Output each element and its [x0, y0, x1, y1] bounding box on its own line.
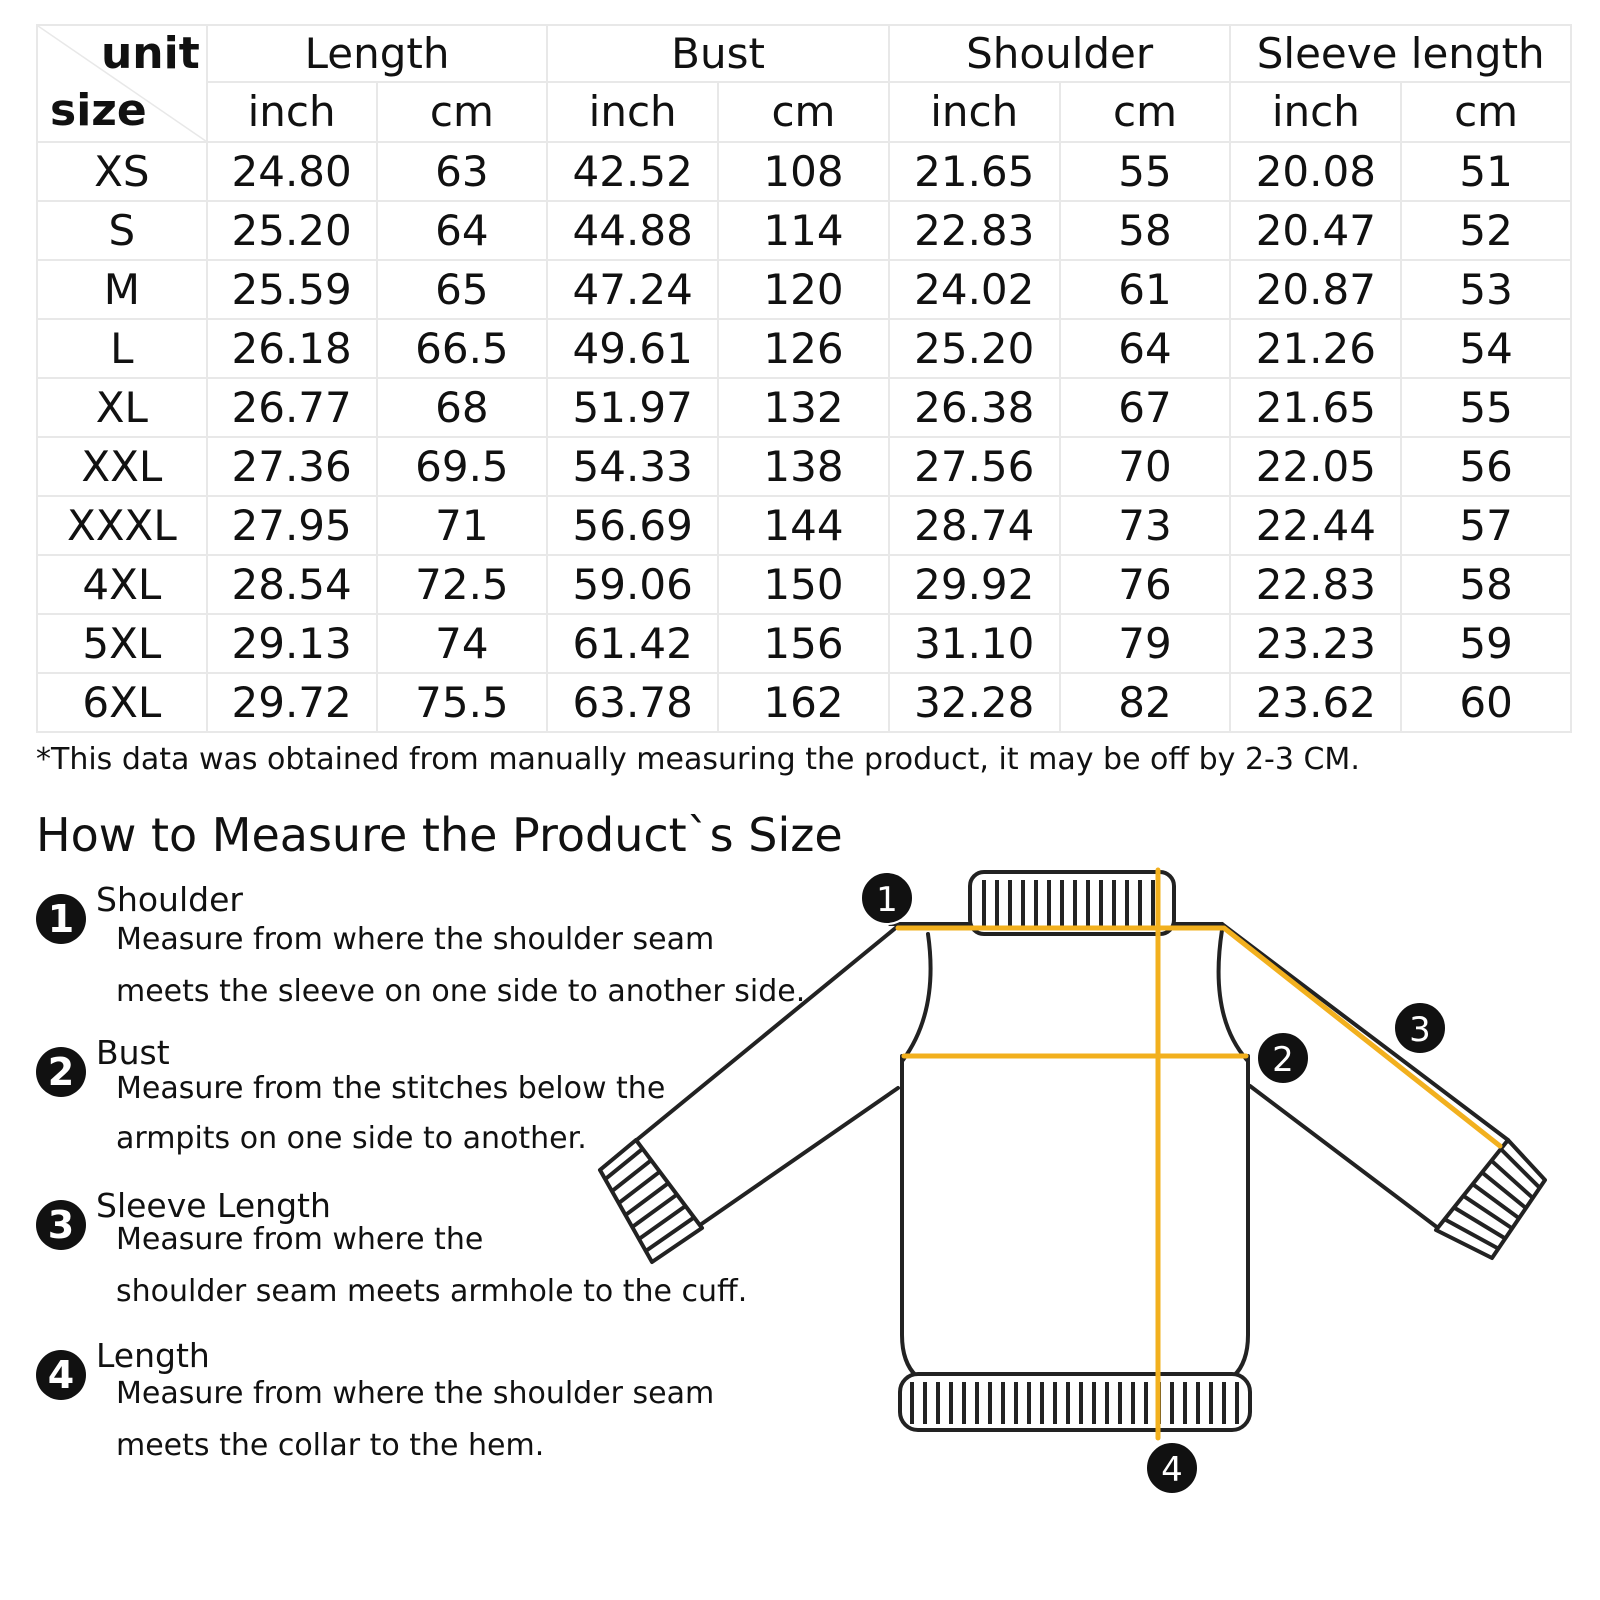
step-description-line: shoulder seam meets armhole to the cuff.: [116, 1274, 748, 1309]
measurement-cell: 144: [718, 496, 889, 555]
left-cuff: [600, 1140, 702, 1262]
step-number-badge: 3: [36, 1200, 86, 1250]
measurement-cell: 47.24: [547, 260, 718, 319]
step-title: Bust: [96, 1033, 170, 1072]
measurement-cell: 114: [718, 201, 889, 260]
size-label-cell: M: [37, 260, 207, 319]
measurement-cell: 120: [718, 260, 889, 319]
measurement-cell: 21.26: [1230, 319, 1401, 378]
measurement-cell: 59.06: [547, 555, 718, 614]
size-label-cell: 5XL: [37, 614, 207, 673]
step-description-line: meets the sleeve on one side to another side.: [116, 974, 806, 1009]
measurement-cell: 44.88: [547, 201, 718, 260]
measurement-footnote: *This data was obtained from manually measuring the product, it may be off by 2-3 CM.: [36, 742, 1360, 777]
measurement-cell: 60: [1401, 673, 1571, 732]
marker-4-label: 4: [1161, 1450, 1183, 1490]
measurement-cell: 76: [1060, 555, 1231, 614]
marker-3: [1394, 1002, 1446, 1054]
corner-size-label: size: [50, 85, 147, 136]
measurement-cell: 67: [1060, 378, 1231, 437]
measurement-cell: 26.77: [207, 378, 377, 437]
step-description-line: Measure from where the shoulder seam: [116, 1376, 715, 1411]
measurement-cell: 29.92: [889, 555, 1060, 614]
measurement-cell: 29.13: [207, 614, 377, 673]
how-to-measure-title: How to Measure the Product`s Size: [36, 808, 843, 862]
measurement-cell: 54.33: [547, 437, 718, 496]
marker-2-label: 2: [1272, 1040, 1294, 1080]
measurement-cell: 74: [377, 614, 548, 673]
measurement-cell: 22.83: [889, 201, 1060, 260]
measurement-cell: 132: [718, 378, 889, 437]
group-header-length: Length: [207, 25, 548, 82]
ribbing-stripes: [605, 880, 1539, 1424]
measurement-cell: 23.23: [1230, 614, 1401, 673]
measurement-cell: 64: [377, 201, 548, 260]
measurement-cell: 58: [1401, 555, 1571, 614]
measurement-cell: 72.5: [377, 555, 548, 614]
left-armhole: [903, 934, 931, 1060]
measurement-cell: 56: [1401, 437, 1571, 496]
measurement-cell: 52: [1401, 201, 1571, 260]
measurement-cell: 108: [718, 142, 889, 201]
measurement-cell: 156: [718, 614, 889, 673]
measurement-cell: 75.5: [377, 673, 548, 732]
step-title: Length: [96, 1336, 210, 1375]
measurement-cell: 20.87: [1230, 260, 1401, 319]
step-description-line: Measure from the stitches below the: [116, 1071, 666, 1106]
measurement-cell: 27.95: [207, 496, 377, 555]
step-title: Sleeve Length: [96, 1186, 331, 1225]
measurement-cell: 58: [1060, 201, 1231, 260]
measurement-cell: 162: [718, 673, 889, 732]
measurement-cell: 73: [1060, 496, 1231, 555]
measurement-cell: 28.74: [889, 496, 1060, 555]
measurement-cell: 126: [718, 319, 889, 378]
measurement-cell: 53: [1401, 260, 1571, 319]
marker-4: [1146, 1442, 1198, 1494]
measurement-cell: 26.38: [889, 378, 1060, 437]
measurement-lines: [898, 870, 1500, 1438]
marker-1: [861, 872, 913, 924]
measurement-cell: 61: [1060, 260, 1231, 319]
size-label-cell: XXL: [37, 437, 207, 496]
sweater-body: [902, 1056, 1248, 1390]
size-label-cell: XL: [37, 378, 207, 437]
measurement-cell: 42.52: [547, 142, 718, 201]
size-label-cell: XXXL: [37, 496, 207, 555]
unit-subheader: cm: [1060, 82, 1231, 142]
measurement-cell: 57: [1401, 496, 1571, 555]
unit-subheader: inch: [207, 82, 377, 142]
size-label-cell: 4XL: [37, 555, 207, 614]
measurement-cell: 61.42: [547, 614, 718, 673]
measurement-cell: 79: [1060, 614, 1231, 673]
measurement-cell: 63: [377, 142, 548, 201]
unit-subheader: cm: [718, 82, 889, 142]
measurement-cell: 24.02: [889, 260, 1060, 319]
measurement-cell: 25.20: [889, 319, 1060, 378]
measurement-cell: 49.61: [547, 319, 718, 378]
corner-unit-label: unit: [100, 28, 200, 79]
measurement-cell: 56.69: [547, 496, 718, 555]
measurement-cell: 20.08: [1230, 142, 1401, 201]
right-sleeve-bottom: [1250, 1086, 1438, 1228]
size-label-cell: XS: [37, 142, 207, 201]
measurement-cell: 22.05: [1230, 437, 1401, 496]
unit-subheader: inch: [1230, 82, 1401, 142]
step-number-badge: 1: [36, 894, 86, 944]
collar-ribbing: [970, 872, 1174, 934]
measurement-cell: 32.28: [889, 673, 1060, 732]
step-title: Shoulder: [96, 880, 243, 919]
measurement-cell: 70: [1060, 437, 1231, 496]
step-description-line: Measure from where the shoulder seam: [116, 922, 715, 957]
right-sleeve-top: [1222, 924, 1508, 1140]
measurement-cell: 59: [1401, 614, 1571, 673]
measurement-cell: 24.80: [207, 142, 377, 201]
marker-1-label: 1: [876, 880, 898, 920]
measurement-cell: 82: [1060, 673, 1231, 732]
step-number-badge: 2: [36, 1047, 86, 1097]
step-description-line: Measure from where the: [116, 1222, 484, 1257]
measurement-cell: 28.54: [207, 555, 377, 614]
group-header-sleeve-length: Sleeve length: [1230, 25, 1571, 82]
measurement-cell: 55: [1401, 378, 1571, 437]
left-sleeve-bottom: [700, 1088, 898, 1225]
measurement-cell: 27.36: [207, 437, 377, 496]
size-label-cell: S: [37, 201, 207, 260]
unit-subheader: cm: [377, 82, 548, 142]
group-header-shoulder: Shoulder: [889, 25, 1231, 82]
measurement-cell: 150: [718, 555, 889, 614]
size-label-cell: 6XL: [37, 673, 207, 732]
group-header-bust: Bust: [547, 25, 889, 82]
measurement-cell: 54: [1401, 319, 1571, 378]
measurement-cell: 138: [718, 437, 889, 496]
step-number-badge: 4: [36, 1350, 86, 1400]
unit-subheader: inch: [889, 82, 1060, 142]
right-armhole: [1219, 930, 1247, 1060]
step-description-line: armpits on one side to another.: [116, 1121, 587, 1156]
measurement-cell: 25.59: [207, 260, 377, 319]
sleeve-measure-line: [1224, 928, 1500, 1146]
unit-subheader: inch: [547, 82, 718, 142]
measurement-cell: 65: [377, 260, 548, 319]
unit-subheader: cm: [1401, 82, 1571, 142]
measurement-cell: 68: [377, 378, 548, 437]
sweater-outline: [600, 872, 1545, 1430]
measurement-cell: 22.44: [1230, 496, 1401, 555]
measurement-cell: 23.62: [1230, 673, 1401, 732]
measurement-cell: 26.18: [207, 319, 377, 378]
marker-3-label: 3: [1409, 1010, 1431, 1050]
measurement-cell: 66.5: [377, 319, 548, 378]
measurement-cell: 51: [1401, 142, 1571, 201]
measurement-cell: 69.5: [377, 437, 548, 496]
measurement-cell: 25.20: [207, 201, 377, 260]
left-sleeve-top: [600, 926, 898, 1170]
measurement-cell: 20.47: [1230, 201, 1401, 260]
step-description-line: meets the collar to the hem.: [116, 1428, 545, 1463]
measurement-cell: 71: [377, 496, 548, 555]
measurement-cell: 21.65: [889, 142, 1060, 201]
measurement-cell: 51.97: [547, 378, 718, 437]
measurement-cell: 63.78: [547, 673, 718, 732]
marker-2: [1257, 1032, 1309, 1084]
measurement-cell: 55: [1060, 142, 1231, 201]
measurement-cell: 22.83: [1230, 555, 1401, 614]
measurement-cell: 64: [1060, 319, 1231, 378]
measurement-cell: 29.72: [207, 673, 377, 732]
measurement-cell: 21.65: [1230, 378, 1401, 437]
measurement-cell: 31.10: [889, 614, 1060, 673]
measurement-cell: 27.56: [889, 437, 1060, 496]
size-label-cell: L: [37, 319, 207, 378]
